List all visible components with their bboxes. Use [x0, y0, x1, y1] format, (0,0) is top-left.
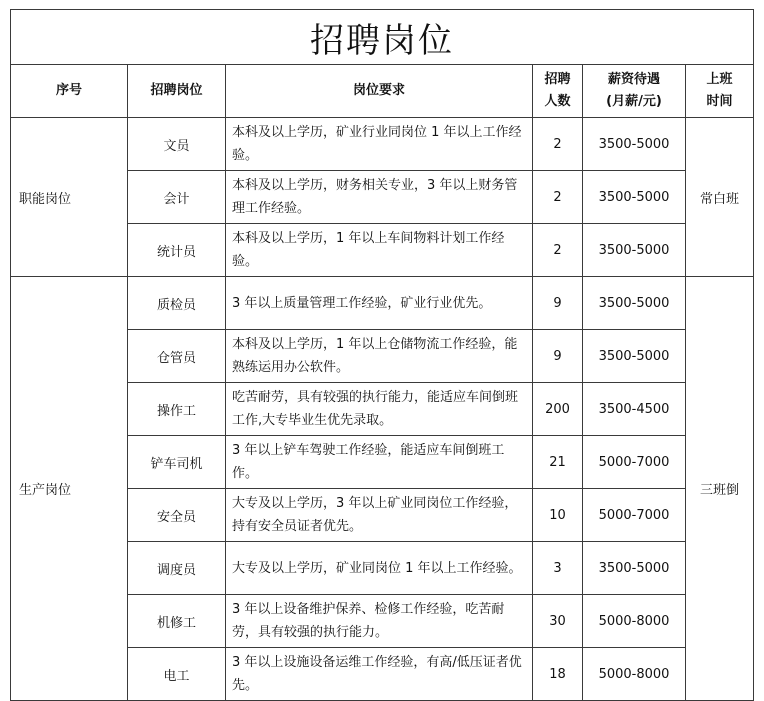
count-cell: 2 [533, 118, 583, 171]
requirement-cell: 3 年以上质量管理工作经验，矿业行业优先。 [226, 277, 533, 330]
count-cell: 200 [533, 383, 583, 436]
position-cell: 电工 [128, 648, 226, 701]
header-requirement: 岗位要求 [226, 65, 533, 118]
position-cell: 质检员 [128, 277, 226, 330]
header-position: 招聘岗位 [128, 65, 226, 118]
header-salary-line1: 薪资待遇 [607, 72, 660, 87]
salary-cell: 3500-4500 [583, 383, 686, 436]
requirement-cell: 本科及以上学历，财务相关专业，3 年以上财务管理工作经验。 [226, 171, 533, 224]
requirement-cell: 本科及以上学历，1 年以上仓储物流工作经验，能熟练运用办公软件。 [226, 330, 533, 383]
position-cell: 会计 [128, 171, 226, 224]
header-count [533, 65, 583, 118]
salary-cell: 3500-5000 [583, 224, 686, 277]
salary-cell: 3500-5000 [583, 118, 686, 171]
requirement-cell: 吃苦耐劳，具有较强的执行能力，能适应车间倒班工作,大专毕业生优先录取。 [226, 383, 533, 436]
count-cell: 2 [533, 171, 583, 224]
header-shift [686, 65, 754, 118]
requirement-cell: 3 年以上设施设备运维工作经验，有高/低压证者优先。 [226, 648, 533, 701]
header-seq: 序号 [11, 65, 128, 118]
count-cell: 18 [533, 648, 583, 701]
salary-cell: 5000-7000 [583, 436, 686, 489]
requirement-cell: 本科及以上学历，矿业行业同岗位 1 年以上工作经验。 [226, 118, 533, 171]
salary-cell: 3500-5000 [583, 277, 686, 330]
table-row [11, 277, 754, 330]
count-cell: 9 [533, 277, 583, 330]
salary-cell: 3500-5000 [583, 171, 686, 224]
position-cell: 仓管员 [128, 330, 226, 383]
table-row [11, 118, 754, 171]
table-header-row [11, 65, 754, 118]
count-cell: 3 [533, 542, 583, 595]
category-cell: 职能岗位 [11, 118, 128, 277]
position-cell: 机修工 [128, 595, 226, 648]
count-cell: 21 [533, 436, 583, 489]
table-body [11, 118, 754, 701]
requirement-cell: 3 年以上设备维护保养、检修工作经验，吃苦耐劳，具有较强的执行能力。 [226, 595, 533, 648]
header-salary [583, 65, 686, 118]
header-shift-line1: 上班 [706, 72, 733, 87]
count-cell: 30 [533, 595, 583, 648]
salary-cell: 5000-7000 [583, 489, 686, 542]
shift-cell: 三班倒 [686, 277, 754, 701]
category-cell: 生产岗位 [11, 277, 128, 701]
count-cell: 10 [533, 489, 583, 542]
salary-cell: 5000-8000 [583, 648, 686, 701]
header-count-line1: 招聘 [544, 72, 571, 87]
header-count-line2: 人数 [544, 94, 571, 109]
position-cell: 统计员 [128, 224, 226, 277]
requirement-cell: 大专及以上学历，3 年以上矿业同岗位工作经验，持有安全员证者优先。 [226, 489, 533, 542]
header-salary-line2: (月薪/元) [606, 94, 662, 109]
count-cell: 2 [533, 224, 583, 277]
salary-cell: 5000-8000 [583, 595, 686, 648]
position-cell: 文员 [128, 118, 226, 171]
recruitment-table [10, 9, 754, 701]
requirement-cell: 大专及以上学历，矿业同岗位 1 年以上工作经验。 [226, 542, 533, 595]
requirement-cell: 本科及以上学历，1 年以上车间物料计划工作经验。 [226, 224, 533, 277]
header-shift-line2: 时间 [706, 94, 733, 109]
page-title: 招聘岗位 [11, 10, 754, 65]
position-cell: 安全员 [128, 489, 226, 542]
requirement-cell: 3 年以上铲车驾驶工作经验，能适应车间倒班工作。 [226, 436, 533, 489]
salary-cell: 3500-5000 [583, 330, 686, 383]
count-cell: 9 [533, 330, 583, 383]
salary-cell: 3500-5000 [583, 542, 686, 595]
position-cell: 调度员 [128, 542, 226, 595]
position-cell: 铲车司机 [128, 436, 226, 489]
shift-cell: 常白班 [686, 118, 754, 277]
position-cell: 操作工 [128, 383, 226, 436]
